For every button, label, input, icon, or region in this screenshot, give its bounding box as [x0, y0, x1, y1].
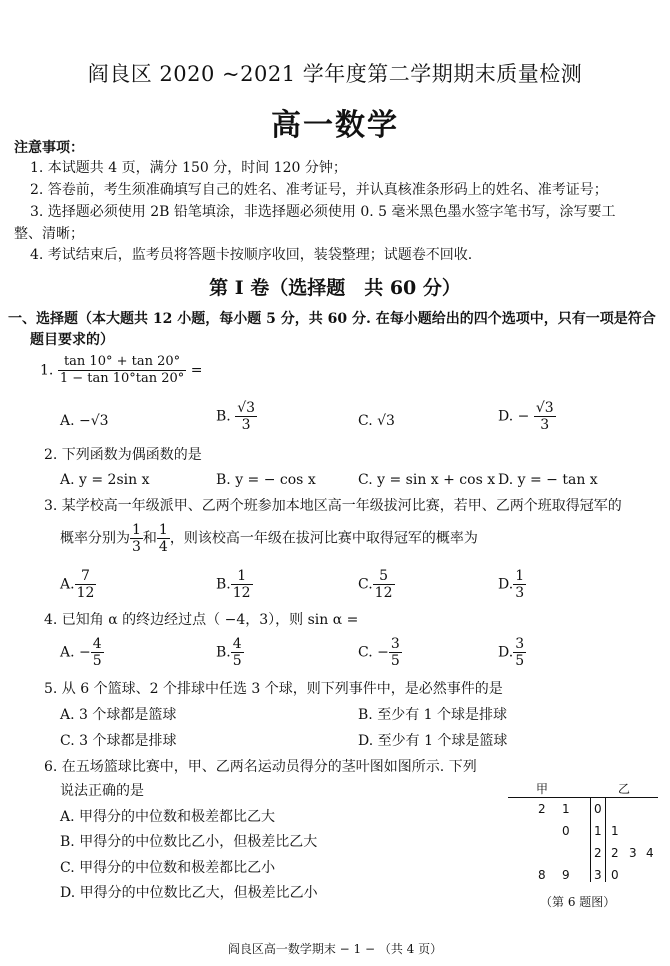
question-3-line2: 概率分别为 $\frac{1}{3}$ 和 $\frac{1}{4}$ ，则该校高一年级在拔河比赛中取得冠军的概率为 — [60, 522, 478, 555]
q1-option-d: D. − $\frac{√3}{3}$ — [498, 400, 554, 433]
note-4: 4. 考试结束后，监考员将答题卡按顺序收回，装袋整理；试题卷不回收. — [30, 247, 473, 263]
stem-leaf-leaf: 8 — [538, 868, 546, 882]
q1-option-b: B. $\frac{√3}{3}$ — [216, 400, 256, 433]
q2-option-a: A. y = 2sin x — [60, 472, 150, 488]
stem-leaf-leaf: 3 — [629, 846, 637, 860]
question-1: 1. $\frac{\tan 10^\circ + \tan 20^\circ}{1 - \tan 10^\circ\tan 20^\circ}$ = — [40, 354, 203, 386]
stem-leaf-left-label: 甲 — [536, 782, 549, 796]
q3-option-b: B. $\frac{1}{12}$ — [216, 568, 251, 601]
stem-leaf-leaf: 0 — [611, 868, 619, 882]
exam-title: 阎良区 2020 ~2021 学年度第二学期期末质量检测 — [87, 62, 583, 86]
q5-option-a: A. 3 个球都是篮球 — [60, 707, 177, 723]
question-3-line1: 3. 某学校高一年级派甲、乙两个班参加本地区高一年级拔河比赛，若甲、乙两个班取得冠军的 — [44, 498, 622, 514]
q5-option-d: D. 至少有 1 个球是篮球 — [358, 733, 508, 749]
stem-leaf-right-divider — [605, 797, 606, 882]
page-footer: 阎良区高一数学期末 − 1 − （共 4 页） — [227, 942, 443, 956]
stem-leaf-leaf: 9 — [562, 868, 570, 882]
q3-option-c: C. $\frac{5}{12}$ — [358, 568, 393, 601]
q4-option-c: C. − $\frac{3}{5}$ — [358, 636, 400, 669]
stem-leaf-leaf: 1 — [611, 824, 619, 838]
notes-heading: 注意事项： — [14, 140, 84, 156]
note-1: 1. 本试题共 4 页，满分 150 分，时间 120 分钟； — [30, 160, 347, 176]
section-title: 第 Ⅰ 卷（选择题 共 60 分） — [209, 277, 461, 299]
q6-option-d: D. 甲得分的中位数比乙大，但极差比乙小 — [60, 885, 318, 901]
q2-option-c: C. y = sin x + cos x — [358, 472, 496, 488]
q1-option-c: C. √3 — [358, 413, 395, 429]
stem-leaf-leaf: 2 — [611, 846, 619, 860]
q3-option-a: A. $\frac{7}{12}$ — [60, 568, 95, 601]
q4-option-d: D. $\frac{3}{5}$ — [498, 636, 525, 669]
q1-option-a: A. −√3 — [60, 413, 109, 429]
note-3: 3. 选择题必须使用 2B 铅笔填涂，非选择题必须使用 0. 5 毫米黑色墨水签字笔书写，涂写要工 — [30, 204, 616, 220]
stem-leaf-leaf: 0 — [562, 824, 570, 838]
stem-leaf-right-label: 乙 — [618, 782, 631, 796]
stem-leaf-stem: 1 — [594, 824, 602, 838]
q5-option-c: C. 3 个球都是排球 — [60, 733, 177, 749]
q4-option-b: B. $\frac{4}{5}$ — [216, 636, 242, 669]
subject-title: 高一数学 — [271, 108, 399, 143]
q2-option-d: D. y = − tan x — [498, 472, 598, 488]
question-6-line1: 6. 在五场篮球比赛中，甲、乙两名运动员得分的茎叶图如图所示. 下列 — [44, 759, 477, 775]
question-2: 2. 下列函数为偶函数的是 — [44, 447, 202, 463]
q3-option-d: D. $\frac{1}{3}$ — [498, 568, 525, 601]
stem-leaf-stem: 2 — [594, 846, 602, 860]
stem-leaf-left-divider — [590, 797, 591, 882]
q6-option-c: C. 甲得分的中位数和极差都比乙小 — [60, 860, 276, 876]
question-4: 4. 已知角 α 的终边经过点（ −4，3），则 sin α = — [44, 612, 359, 628]
stem-leaf-leaf: 2 — [538, 802, 546, 816]
note-3-cont: 整、清晰； — [14, 226, 84, 242]
part1-heading-line1: 一、选择题（本大题共 12 小题，每小题 5 分，共 60 分. 在每小题给出的四个选项中，只有一项是符合 — [8, 311, 656, 327]
question-6-line2: 说法正确的是 — [60, 783, 144, 799]
stem-leaf-diagram — [508, 780, 658, 885]
stem-leaf-header-rule — [508, 797, 658, 798]
question-5: 5. 从 6 个篮球、2 个排球中任选 3 个球，则下列事件中，是必然事件的是 — [44, 681, 503, 697]
stem-leaf-leaf: 4 — [646, 846, 654, 860]
q4-option-a: A. − $\frac{4}{5}$ — [60, 636, 102, 669]
figure-caption: （第 6 题图） — [540, 895, 616, 909]
q6-option-b: B. 甲得分的中位数比乙小，但极差比乙大 — [60, 834, 318, 850]
stem-leaf-stem: 3 — [594, 868, 602, 882]
part1-heading-line2: 题目要求的） — [30, 332, 114, 348]
q6-option-a: A. 甲得分的中位数和极差都比乙大 — [60, 809, 276, 825]
stem-leaf-stem: 0 — [594, 802, 602, 816]
note-2: 2. 答卷前，考生须准确填写自己的姓名、准考证号，并认真核准条形码上的姓名、准考证号； — [30, 182, 608, 198]
stem-leaf-leaf: 1 — [562, 802, 570, 816]
q2-option-b: B. y = − cos x — [216, 472, 316, 488]
q5-option-b: B. 至少有 1 个球是排球 — [358, 707, 507, 723]
